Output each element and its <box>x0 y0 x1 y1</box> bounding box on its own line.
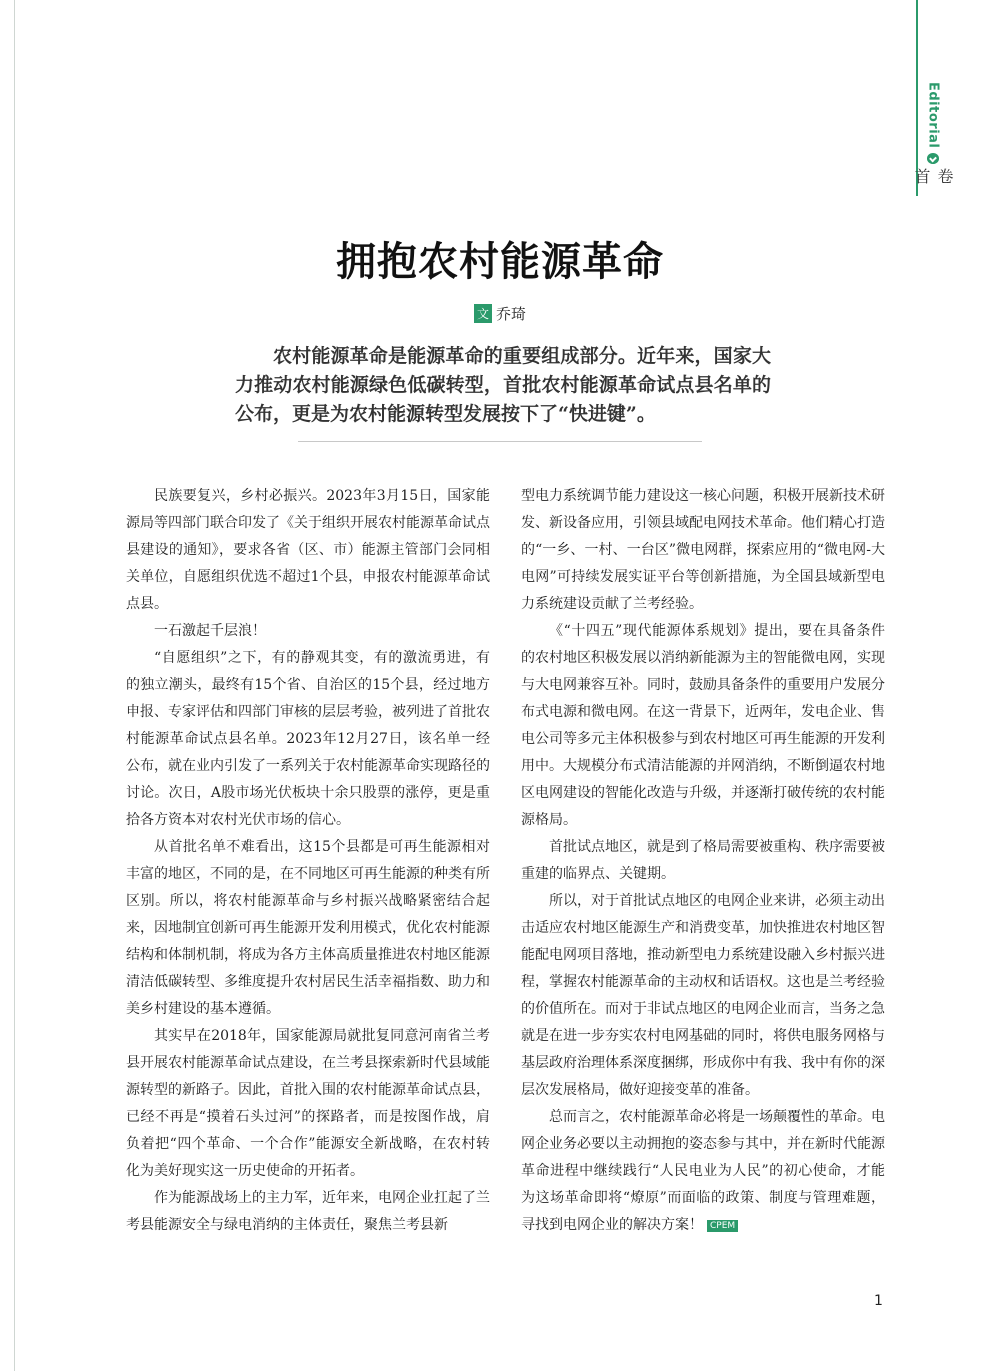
byline <box>0 303 1000 324</box>
body-paragraph: 从首批名单不难看出，这15个县都是可再生能源相对丰富的地区，不同的是，在不同地区可再生能源的种类有所区别。所以，将农村能源革命与乡村振兴战略紧密结合起来，因地制宜创新可再生能源开发利用模式，优化农村能源结构和体制机制，将成为各方主体高质量推进农村地区能源清洁低碳转型、多维度提升农村居民生活幸福指数、助力和美乡村建设的基本遵循。 <box>126 839 490 1017</box>
lead-divider <box>298 441 702 442</box>
body-paragraph: “自愿组织”之下，有的静观其变，有的激流勇进，有的独立潮头，最终有15个省、自治区的15个县，经过地方申报、专家评估和四部门审核的层层考验，被列进了首批农村能源革命试点县名单。2023年12月27日，该名单一经公布，就在业内引发了一系列关于农村能源革命实现路径的讨论。次日，A股市场光伏板块十余只股票的涨停，更是重拾各方资本对农村光伏市场的信心。 <box>126 650 490 828</box>
section-accent-rule <box>916 0 918 196</box>
byline-tag: 文 <box>474 304 492 323</box>
body-paragraph <box>521 1104 885 1239</box>
author-name: 乔琦 <box>496 305 527 323</box>
end-mark-badge: CPEM <box>707 1220 738 1232</box>
body-paragraph: 作为能源战场上的主力军，近年来，电网企业扛起了兰考县能源安全与绿电消纳的主体责任，聚焦兰考县新 <box>126 1190 490 1233</box>
section-label-en: Editorial <box>925 82 941 149</box>
left-margin-rule <box>14 0 15 1371</box>
body-paragraph: 民族要复兴，乡村必振兴。2023年3月15日，国家能源局等四部门联合印发了《关于组织开展农村能源革命试点县建设的通知》，要求各省（区、市）能源主管部门会同相关单位，自愿组织优选不超过1个县，申报农村能源革命试点县。 <box>126 488 490 612</box>
left-column <box>126 483 490 1239</box>
closing-paragraph-text: 总而言之，农村能源革命必将是一场颠覆性的革命。电网企业务必要以主动拥抱的姿态参与其中，并在新时代能源革命进程中继续践行“人民电业为人民”的初心使命，才能为这场革命即将“燎原”而面临的政策、制度与管理难题，寻找到电网企业的解决方案！ <box>521 1109 885 1233</box>
body-paragraph: 其实早在2018年，国家能源局就批复同意河南省兰考县开展农村能源革命试点建设，在兰考县探索新时代县域能源转型的新路子。因此，首批入围的农村能源革命试点县，已经不再是“摸着石头过河”的探路者，而是按图作战，肩负着把“四个革命、一个合作”能源安全新战略，在农村转化为美好现实这一历史使命的开拓者。 <box>126 1028 490 1179</box>
body-paragraph: 首批试点地区，就是到了格局需要被重构、秩序需要被重建的临界点、关键期。 <box>521 839 885 882</box>
page-number: 1 <box>874 1293 883 1309</box>
article-title: 拥抱农村能源革命 <box>336 239 664 285</box>
body-paragraph-continued: 型电力系统调节能力建设这一核心问题，积极开展新技术研发、新设备应用，引领县域配电网技术革命。他们精心打造的“一乡、一村、一台区”微电网群，探索应用的“微电网-大电网”可持续发展实证平台等创新措施，为全国县域新型电力系统建设贡献了兰考经验。 <box>521 488 885 612</box>
lead-paragraph: 农村能源革命是能源革命的重要组成部分。近年来，国家大力推动农村能源绿色低碳转型，首批农村能源革命试点县名单的公布，更是为农村能源转型发展按下了“快进键”。 <box>235 345 771 425</box>
body-paragraph: 《“十四五”现代能源体系规划》提出，要在具备条件的农村地区积极发展以消纳新能源为主的智能微电网，实现与大电网兼容互补。同时，鼓励具备条件的重要用户发展分布式电源和微电网。在这一背景下，近两年，发电企业、售电公司等多元主体积极参与到农村地区可再生能源的开发利用中。大规模分布式清洁能源的并网消纳，不断倒逼农村地区电网建设的智能化改造与升级，并逐渐打破传统的农村能源格局。 <box>521 623 885 828</box>
body-paragraph: 一石激起千层浪！ <box>154 623 266 639</box>
body-paragraph: 所以，对于首批试点地区的电网企业来讲，必须主动出击适应农村地区能源生产和消费变革，加快推进农村地区智能配电网项目落地，推动新型电力系统建设融入乡村振兴进程，掌握农村能源革命的主动权和话语权。这也是兰考经验的价值所在。而对于非试点地区的电网企业而言，当务之急就是在进一步夯实农村电网基础的同时，将供电服务网格与基层政府治理体系深度捆绑，形成你中有我、我中有你的深层次发展格局，做好迎接变革的准备。 <box>521 893 885 1098</box>
section-tab <box>912 82 954 198</box>
right-column <box>521 483 885 1239</box>
section-label-cn: 卷首 <box>912 167 954 185</box>
check-circle-icon <box>927 153 939 164</box>
